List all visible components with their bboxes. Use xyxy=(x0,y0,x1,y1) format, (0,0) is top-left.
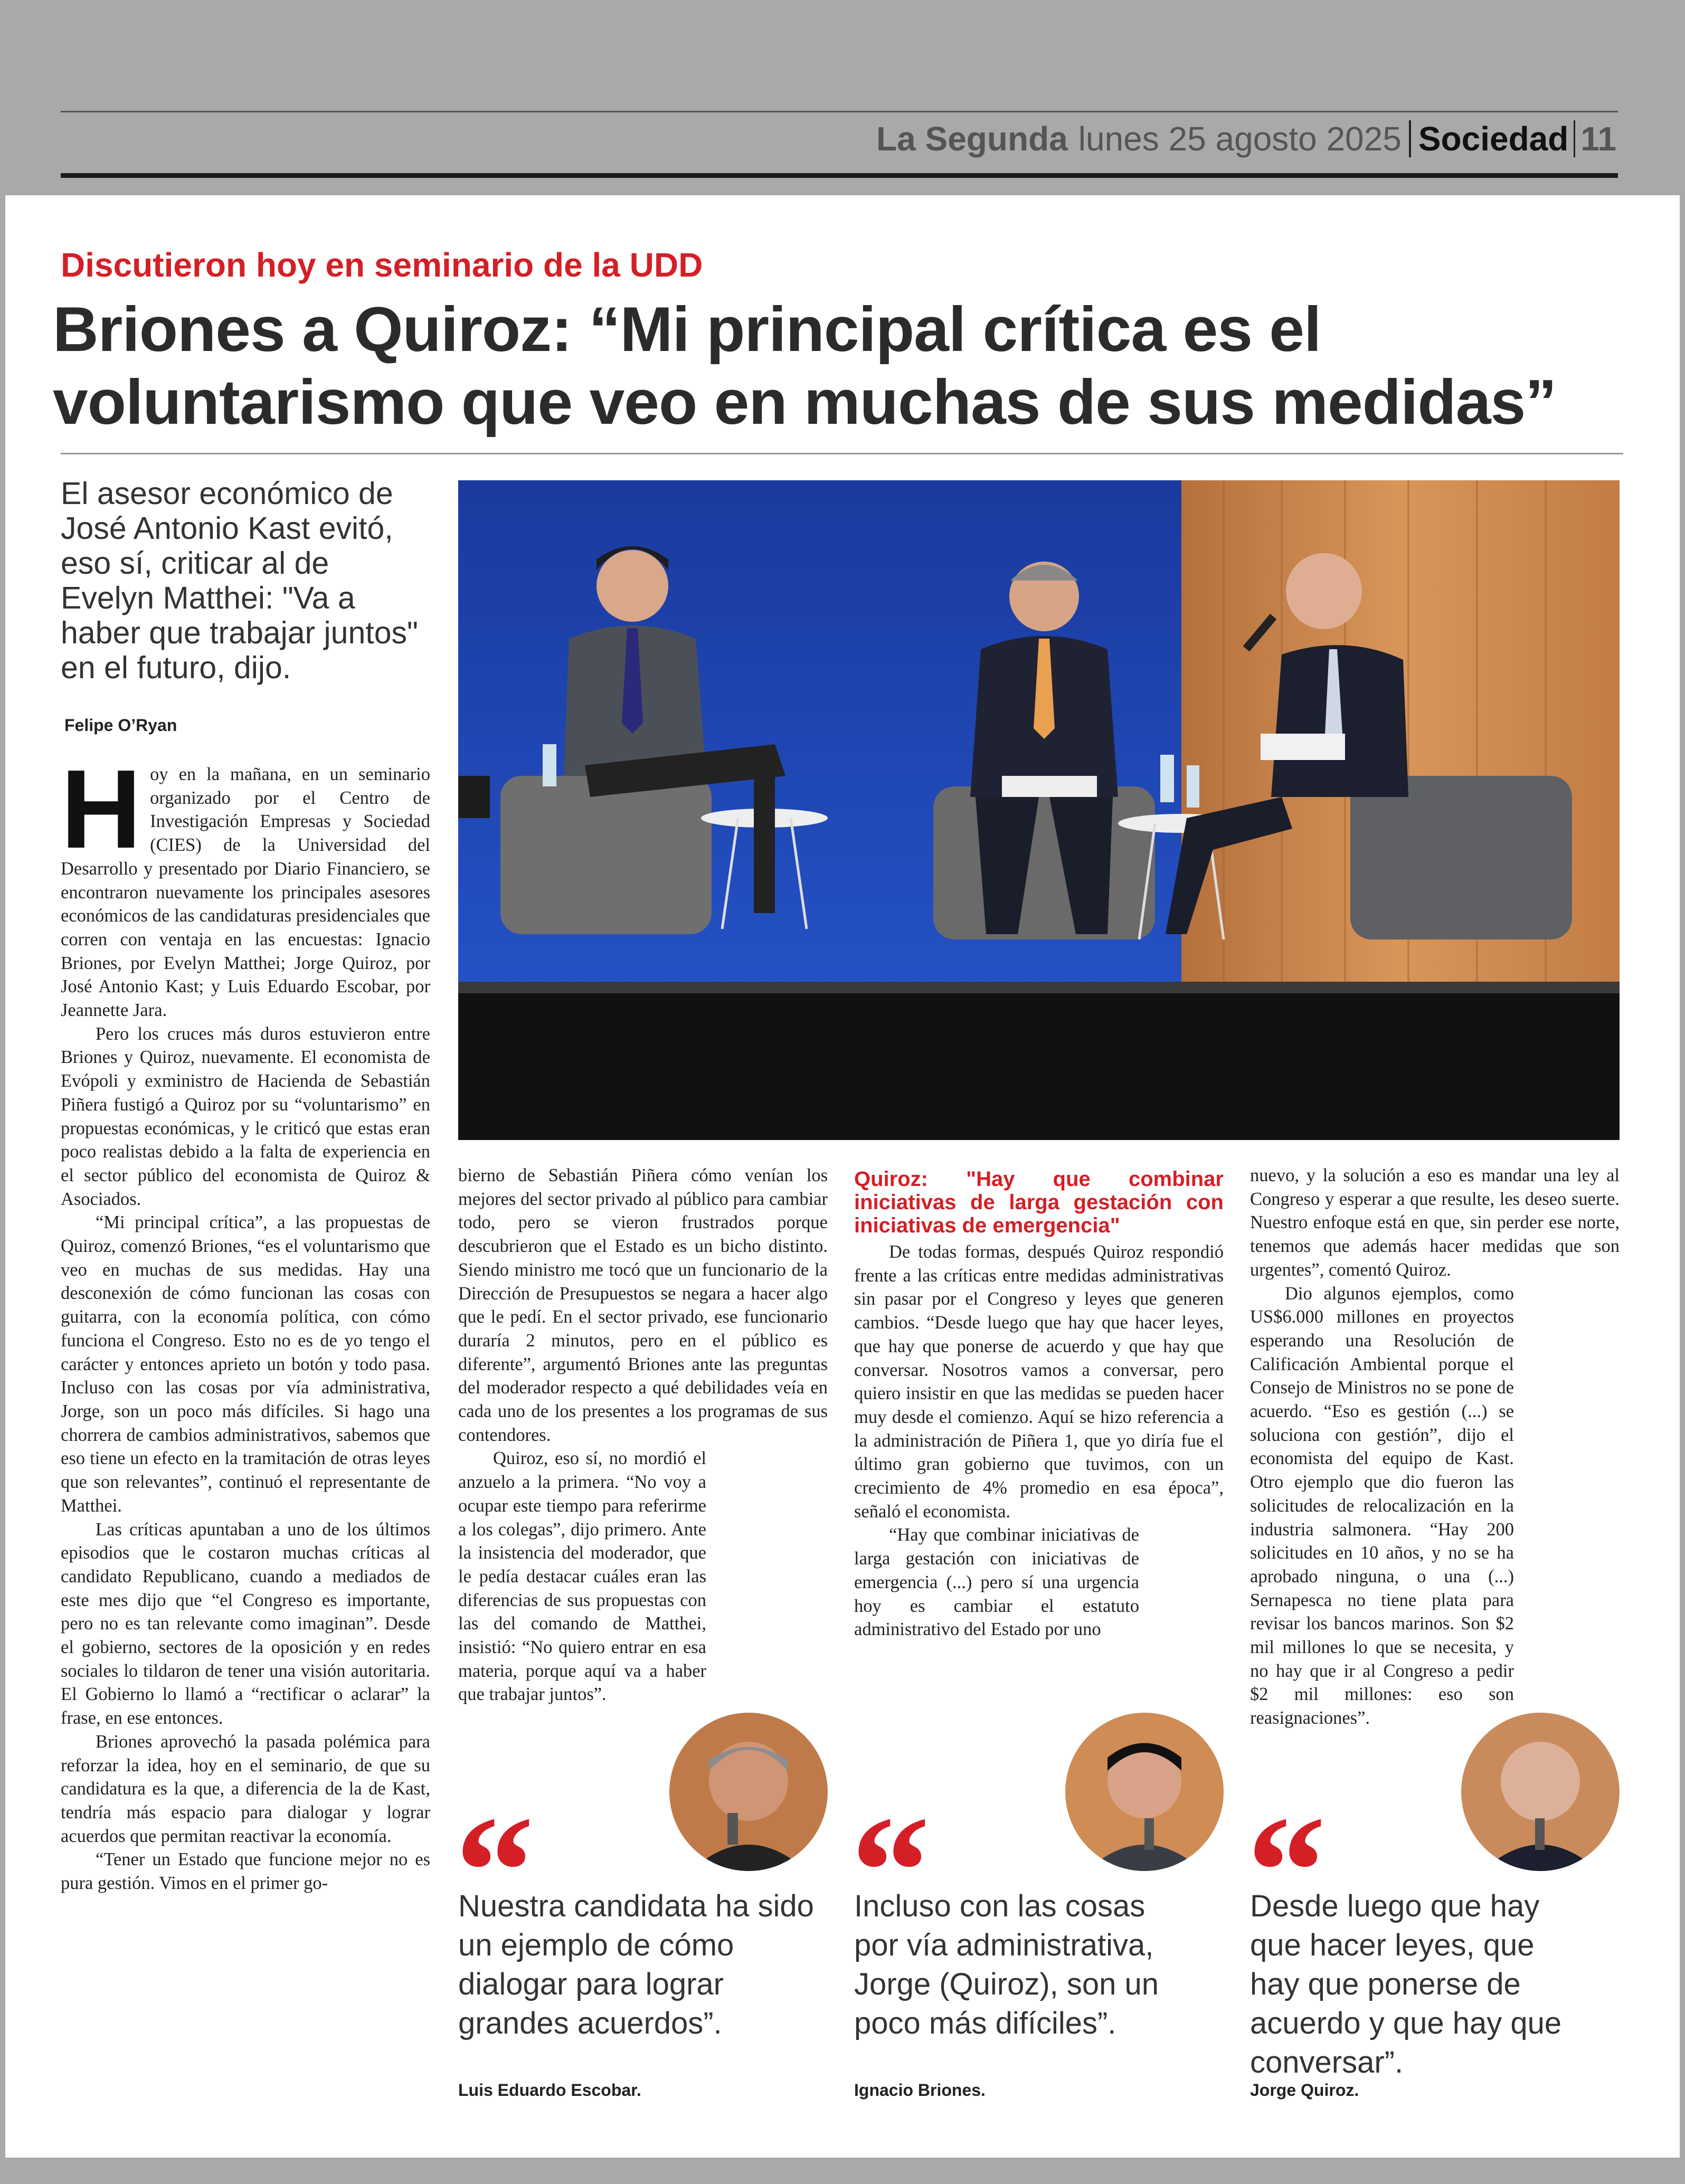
quote-text: Desde luego que hay que hacer leyes, que hay que ponerse de acuerdo y que hay que conversar”. xyxy=(1250,1889,1562,2079)
article-deck: El asesor económico de José Antonio Kast evitó, eso sí, criticar al de Evelyn Matthei: "Va a haber que trabajar juntos" en el futuro, dijo. xyxy=(61,476,418,685)
page-number: 11 xyxy=(1580,120,1616,158)
portrait-briones xyxy=(1065,1713,1224,1871)
paragraph: “Hay que combinar iniciativas de larga gestación con iniciativas de emergencia (...) pero sí una urgencia hoy es cambiar el estatuto administrativo del Estado por uno xyxy=(854,1525,1139,1640)
headline-line: Briones a Quiroz: “Mi principal crítica es el xyxy=(53,294,1321,365)
quote-mark: “ xyxy=(1247,1783,1326,1959)
masthead xyxy=(876,115,1616,163)
masthead-top-rule xyxy=(61,111,1618,112)
paragraph: Las críticas apuntaban a uno de los últimos episodios que le costaron muchas críticas al candidato Republicano, cuando a mediados de este mes dijo que “el Congreso es importante, pero no es tan relevante como imaginan”. Desde el gobierno, sectores de la oposición y en redes sociales lo tildaron de tener una visión autoritaria. El Gobierno lo llamó a “rectificar o aclarar” la frase, en ese entonces. xyxy=(61,1519,430,1729)
column-subhead: Quiroz: "Hay que combinar iniciativas de larga gestación con iniciativas de emergencia" xyxy=(854,1167,1224,1237)
headline-rule xyxy=(61,453,1623,454)
quote-text: Nuestra candidata ha sido un ejemplo de cómo dialogar para lograr grandes acuerdos”. xyxy=(458,1889,814,2040)
headline-line: voluntarismo que veo en muchas de sus medidas” xyxy=(53,367,1557,438)
paragraph: De todas formas, después Quiroz respondió frente a las críticas entre medidas administrativas sin pasar por el Congreso y leyes que generen cambios. “Desde luego que hay que hacer leyes, que hay que ponerse de acuerdo y que hay que conversar. Nosotros vamos a conversar, pero quiero insistir en que las medidas se pueden hacer muy desde el comienzo. Aquí se hizo referencia a la administración de Piñera 1, que yo diría fue el último gran gobierno que tuvimos, con un crecimiento de 4% promedio en esa época”, señaló el economista. xyxy=(854,1242,1224,1522)
quote-text: Incluso con las cosas por vía administrativa, Jorge (Quiroz), son un poco más difíciles”. xyxy=(854,1889,1159,2040)
publication-name: La Segunda xyxy=(876,120,1068,158)
quote-author: Ignacio Briones. xyxy=(854,2081,986,2100)
paragraph: nuevo, y la solución a eso es mandar una ley al Congreso y esperar a que resulte, les deseo suerte. Nuestro enfoque está en que, sin perder ese norte, tenemos que además hacer medidas que son urgentes”, comentó Quiroz. xyxy=(1250,1165,1620,1280)
masthead-divider xyxy=(1574,120,1575,157)
portrait-quiroz xyxy=(1461,1713,1620,1871)
article-kicker: Discutieron hoy en seminario de la UDD xyxy=(61,246,703,284)
column-1 xyxy=(61,746,430,1895)
issue-date: lunes 25 agosto 2025 xyxy=(1078,120,1402,158)
paragraph: “Tener un Estado que funcione mejor no es pura gestión. Vimos en el primer go- xyxy=(61,1849,430,1894)
quote-mark: “ xyxy=(455,1783,534,1959)
portrait-escobar xyxy=(669,1713,828,1871)
quote-author: Luis Eduardo Escobar. xyxy=(458,2081,641,2100)
column-4 xyxy=(1250,1164,1620,1730)
paragraph: “Mi principal crítica”, a las propuestas de Quiroz, comenzó Briones, “es el voluntarismo que veo en muchas de sus medidas. Hay una desconexión de cómo funcionan las cosas con guitarra, con la economía política, con cómo funciona el Congreso. Esto no es de yo tengo el carácter y entonces aprieto un botón y todo pasa. Incluso con las cosas por vía administrativa, Jorge, son un poco más difíciles. Si hago una chorrera de cambios administrativos, sabemos que eso tiene un efecto en la tramitación de otras leyes que son relevantes”, continuó el representante de Matthei. xyxy=(61,1212,430,1516)
paragraph: Pero los cruces más duros estuvieron entre Briones y Quiroz, nuevamente. El economista de Evópoli y exministro de Hacienda de Sebastián Piñera fustigó a Quiroz por su “voluntarismo” en propuestas económicas, y le criticó que estas eran poco realistas debido a la falta de experiencia en el sector público del economista de Quiroz & Asociados. xyxy=(61,1023,430,1209)
seminar-photo xyxy=(458,480,1620,1140)
column-3 xyxy=(854,1167,1224,1641)
header-band xyxy=(0,0,1685,195)
article-headline xyxy=(53,293,1636,439)
column-2 xyxy=(458,1164,828,1706)
masthead-bottom-rule xyxy=(61,173,1618,178)
masthead-divider xyxy=(1409,120,1411,157)
paragraph: Hoy en la mañana, en un seminario organizado por el Centro de Investigación Empresas y Sociedad (CIES) de la Universidad del Desarrollo y presentado por Diario Financiero, se encontraron nuevamente los principales asesores económicos de las candidaturas presidenciales que corren con ventaja en las encuestas: Ignacio Briones, por Evelyn Matthei; Jorge Quiroz, por José Antonio Kast; y Luis Eduardo Escobar, por Jeannette Jara. xyxy=(61,746,430,1021)
section-name: Sociedad xyxy=(1418,120,1569,158)
paragraph: Dio algunos ejemplos, como US$6.000 millones en proyectos esperando una Resolución de Calificación Ambiental porque el Consejo de Ministros no se pone de acuerdo. “Eso es gestión (...) se soluciona con gestión”, dijo el economista del equipo de Kast. Otro ejemplo que dio fueron las solicitudes de relocalización en la industria salmonera. “Hay 200 solicitudes en 10 años, y no se ha aprobado ninguna, o una (...) Sernapesca no tiene plata para revisar los bancos marinos. Son $2 mil millones lo que se necesita, y no hay que ir al Congreso a pedir $2 mil millones: eso son reasignaciones”. xyxy=(1250,1283,1514,1729)
paragraph: bierno de Sebastián Piñera cómo venían los mejores del sector privado al público para cambiar todo, pero se vieron frustrados porque descubrieron que el Estado es un bicho distinto. Siendo ministro me tocó que un funcionario de la Dirección de Presupuestos se negara a hacer algo que le pedí. En el sector privado, ese funcionario duraría 2 minutos, pero en el público es diferente”, argumentó Briones ante las preguntas del moderador respecto a qué debilidades veía en cada uno de los presentes a los programas de sus contendores. xyxy=(458,1165,828,1445)
byline: Felipe O’Ryan xyxy=(64,716,177,735)
seminar-stage-illustration xyxy=(458,480,1620,1140)
quote-mark: “ xyxy=(851,1783,930,1959)
paragraph: Quiroz, eso sí, no mordió el anzuelo a la primera. “No voy a ocupar este tiempo para referirme a los colegas”, dijo primero. Ante la insistencia del moderador, que le pedía destacar cuáles eran las diferencias de sus propuestas con las del comando de Matthei, insistió: “No quiero entrar en esa materia, porque aquí va a haber que trabajar juntos”. xyxy=(458,1448,706,1705)
quote-author: Jorge Quiroz. xyxy=(1250,2081,1359,2100)
paragraph: Briones aprovechó la pasada polémica para reforzar la idea, hoy en el seminario, de que su candidatura es la que, a diferencia de la de Kast, tendría más espacio para dialogar y lograr acuerdos que permitan reactivar la economía. xyxy=(61,1731,430,1846)
drop-cap: H xyxy=(61,746,142,871)
